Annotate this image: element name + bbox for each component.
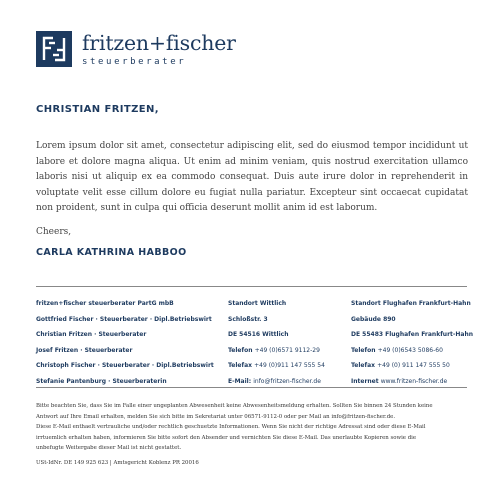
closing: Cheers, bbox=[36, 227, 72, 237]
partner-line: Christoph Fischer · Steuerberater · Dipl.Betriebswirt bbox=[36, 362, 214, 369]
company-column bbox=[36, 296, 214, 389]
office-street: Schloßstr. 3 bbox=[228, 315, 268, 323]
partner-line: Stefanie Pantenburg · Steuerberaterin bbox=[36, 377, 167, 385]
brand-tagline: steuerberater bbox=[82, 57, 187, 67]
signature-name: CARLA KATHRINA HABBOO bbox=[36, 247, 187, 258]
disclaimer bbox=[36, 401, 470, 454]
partner-line: Gottfried Fischer · Steuerberater · Dipl.Betriebswirt bbox=[36, 315, 212, 323]
office-title: Standort Flughafen Frankfurt-Hahn bbox=[351, 300, 471, 307]
office-website[interactable]: Internet www.fritzen-fischer.de bbox=[351, 377, 448, 385]
office-fax: Telefax +49 (0) 911 147 555 50 bbox=[351, 362, 450, 369]
disclaimer-line: Bitte beachten Sie, dass Sie im Falle einer ungeplanten Abwesenheit keine Abwesenheitsmeldung erhalten. Sollten Sie binnen 24 Stunden keine bbox=[36, 403, 433, 409]
tax-id: USt-IdNr. DE 149 925 623 | Amtsgericht Koblenz PR 20016 bbox=[36, 460, 199, 466]
disclaimer-line: Diese E-Mail enthaelt vertrauliche und/oder rechtlich geschuetzte Informationen. Wenn Sie nicht der richtige Adressat sind oder diese E-Mail bbox=[36, 424, 426, 430]
partner-line: Christian Fritzen · Steuerberater bbox=[36, 331, 147, 338]
brand-name: fritzen+fischer bbox=[82, 31, 236, 55]
office-city: DE 55483 Flughafen Frankfurt-Hahn bbox=[351, 331, 474, 338]
office-phone: Telefon +49 (0)6571 9112-29 bbox=[228, 346, 320, 354]
office-hahn-column bbox=[351, 296, 473, 389]
office-phone: Telefon +49 (0)6543 5086-60 bbox=[351, 346, 443, 354]
office-title: Standort Wittlich bbox=[228, 300, 287, 307]
divider bbox=[36, 286, 467, 287]
company-name: fritzen+fischer steuerberater PartG mbB bbox=[36, 300, 174, 307]
divider bbox=[36, 387, 467, 388]
greeting: CHRISTIAN FRITZEN, bbox=[36, 104, 159, 115]
body-paragraph: Lorem ipsum dolor sit amet, consectetur adipiscing elit, sed do eiusmod tempor incididunt ut labore et dolore magna aliqua. Ut enim ad minim veniam, quis nostrud exercitation ullamco laboris nisi ut aliquip ex ea commodo consequat. Duis aute irure dolor in reprehenderit in voluptate velit esse cillum dolore eu fugiat nulla pariatur. Excepteur sint occaecat cupidatat non proident, sunt in culpa qui officia deserunt mollit anim id est laborum. bbox=[36, 141, 468, 213]
office-email[interactable]: E-Mail: info@fritzen-fischer.de bbox=[228, 377, 321, 385]
office-street: Gebäude 890 bbox=[351, 315, 396, 323]
office-fax: Telefax +49 (0)911 147 555 54 bbox=[228, 362, 325, 369]
office-wittlich-column bbox=[228, 296, 325, 389]
office-city: DE 54516 Wittlich bbox=[228, 331, 289, 338]
partner-line: Josef Fritzen · Steuerberater bbox=[36, 346, 133, 354]
disclaimer-line: Antwort auf Ihre Email erhalten, melden Sie sich bitte im Sekretariat unter 06571-9112-0 oder per Mail an info@fritzen-fischer.de. bbox=[36, 413, 396, 420]
logo-mark bbox=[36, 31, 72, 67]
disclaimer-line: irrtuemlich erhalten haben, informieren Sie bitte sofort den Absender und vernichten Sie diese E-Mail. Das unerlaubte Kopieren sowie die bbox=[36, 434, 417, 441]
disclaimer-line: unbefugte Weitergabe dieser Mail ist nicht gestattet. bbox=[36, 445, 182, 451]
